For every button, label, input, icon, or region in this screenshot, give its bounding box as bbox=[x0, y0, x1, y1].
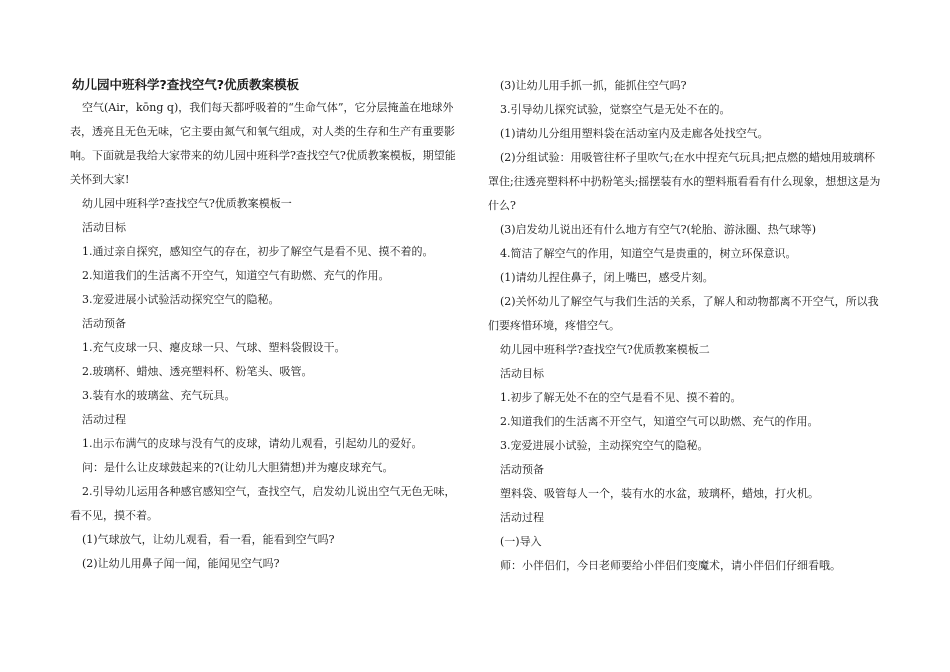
right-column bbox=[488, 74, 883, 578]
section-heading: 幼儿园中班科学?查找空气?优质教案模板一 bbox=[82, 197, 292, 210]
paragraph: 2.知道我们的生活离不开空气，知道空气有助燃、充气的作用。 bbox=[82, 269, 390, 282]
paragraph: 3.宠爱进展小试验，主动探究空气的隐秘。 bbox=[500, 439, 709, 452]
paragraph: (3)让幼儿用手抓一抓，能抓住空气吗? bbox=[500, 79, 687, 92]
subheading: 活动过程 bbox=[500, 511, 544, 524]
paragraph: 1.通过亲自探究，感知空气的存在，初步了解空气是看不见、摸不着的。 bbox=[82, 245, 434, 258]
paragraph: (1)气球放气，让幼儿观看，看一看，能看到空气吗? bbox=[82, 533, 335, 546]
paragraph: 2.知道我们的生活离不开空气，知道空气可以助燃、充气的作用。 bbox=[500, 415, 819, 428]
paragraph: 问：是什么让皮球鼓起来的?(让幼儿大胆猜想)并为瘪皮球充气。 bbox=[82, 461, 394, 474]
subheading: 活动预备 bbox=[500, 463, 544, 476]
paragraph: (一)导入 bbox=[500, 535, 542, 548]
paragraph: 3.宠爱进展小试验活动探究空气的隐秘。 bbox=[82, 293, 280, 306]
left-column bbox=[70, 70, 465, 576]
paragraph: 3.装有水的玻璃盆、充气玩具。 bbox=[82, 389, 236, 402]
paragraph: 塑料袋、吸管每人一个，装有水的水盆，玻璃杯，蜡烛，打火机。 bbox=[500, 487, 819, 500]
paragraph: (3)启发幼儿说出还有什么地方有空气?(轮胎、游泳圈、热气球等) bbox=[500, 223, 817, 236]
subheading: 活动过程 bbox=[82, 413, 126, 426]
paragraph: (2)关怀幼儿了解空气与我们生活的关系，了解人和动物都离不开空气，所以我们要疼惜环境，疼惜空气。 bbox=[488, 295, 879, 332]
subheading: 活动预备 bbox=[82, 317, 126, 330]
paragraph: 1.出示布满气的皮球与没有气的皮球，请幼儿观看，引起幼儿的爱好。 bbox=[82, 437, 423, 450]
paragraph: 师：小伴侣们，今日老师要给小伴侣们变魔术，请小伴侣们仔细看哦。 bbox=[500, 559, 841, 572]
paragraph: 2.玻璃杯、蜡烛、透亮塑料杯、粉笔头、吸管。 bbox=[82, 365, 313, 378]
paragraph: 4.简洁了解空气的作用，知道空气是贵重的，树立环保意识。 bbox=[500, 247, 797, 260]
paragraph: (2)让幼儿用鼻子闻一闻，能闻见空气吗? bbox=[82, 557, 280, 570]
paragraph: 1.充气皮球一只、瘪皮球一只、气球、塑料袋假设干。 bbox=[82, 341, 346, 354]
paragraph: (2)分组试验：用吸管往杯子里吹气;在水中捏充气玩具;把点燃的蜡烛用玻璃杯罩住;往透亮塑料杯中扔粉笔头;摇摆装有水的塑料瓶看看有什么现象，想想这是为什么? bbox=[488, 151, 881, 212]
document-title: 幼儿园中班科学?查找空气?优质教案模板 bbox=[72, 77, 300, 92]
subheading: 活动目标 bbox=[500, 367, 544, 380]
intro-paragraph: 空气(Air，kōng q)，我们每天都呼吸着的“生命气体”，它分层掩盖在地球外表，透亮且无色无味，它主要由氮气和氧气组成，对人类的生存和生产有重要影响。下面就是我给大家带来的幼儿园中班科学?查找空气?优质教案模板，期望能关怀到大家! bbox=[70, 101, 456, 186]
paragraph: (1)请幼儿分组用塑料袋在活动室内及走廊各处找空气。 bbox=[500, 127, 769, 140]
section-heading: 幼儿园中班科学?查找空气?优质教案模板二 bbox=[500, 343, 710, 356]
paragraph: 2.引导幼儿运用各种感官感知空气，查找空气，启发幼儿说出空气无色无味，看不见，摸不着。 bbox=[70, 485, 456, 522]
paragraph: (1)请幼儿捏住鼻子，闭上嘴巴，感受片刻。 bbox=[500, 271, 714, 284]
paragraph: 1.初步了解无处不在的空气是看不见、摸不着的。 bbox=[500, 391, 742, 404]
paragraph: 3.引导幼儿探究试验，觉察空气是无处不在的。 bbox=[500, 103, 731, 116]
subheading: 活动目标 bbox=[82, 221, 126, 234]
